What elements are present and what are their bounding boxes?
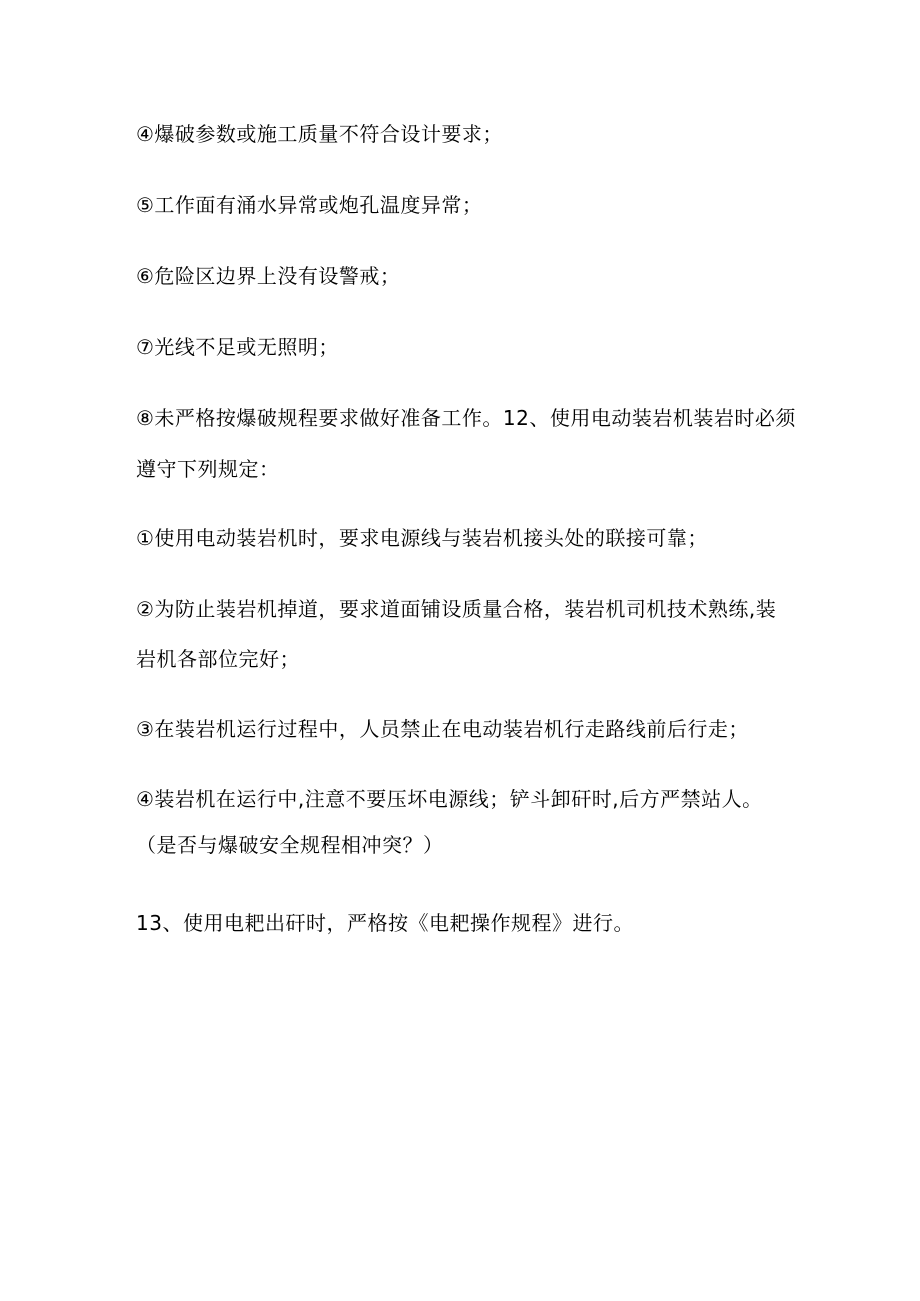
rule-4-text-line2: （是否与爆破安全规程相冲突？） [136,833,444,857]
item-6-text: ⑥危险区边界上没有设警戒； [136,264,401,288]
item-5-text: ⑤工作面有涌水异常或炮孔温度异常； [136,193,483,217]
rule-4-text-line1: ④装岩机在运行中,注意不要压坏电源线；铲斗卸矸时,后方严禁站人。 [136,787,763,811]
rule-2-text-line1: ②为防止装岩机掉道，要求道面铺设质量合格，装岩机司机技术熟练,装 [136,597,777,621]
rule-3-text: ③在装岩机运行过程中，人员禁止在电动装岩机行走路线前后行走； [136,717,749,741]
item-8-text-line1: ⑧未严格按爆破规程要求做好准备工作。12、使用电动装岩机装岩时必须 [136,406,796,430]
rule-2-text-line2: 岩机各部位完好； [136,647,300,671]
item-8-text-line2: 遵守下列规定： [136,457,280,481]
item-7-text: ⑦光线不足或无照明； [136,335,339,359]
rule-1-text: ①使用电动装岩机时，要求电源线与装岩机接头处的联接可靠； [136,526,708,550]
item-4-text: ④爆破参数或施工质量不符合设计要求； [136,122,503,146]
item-13-text: 13、使用电耙出矸时，严格按《电耙操作规程》进行。 [136,911,634,935]
